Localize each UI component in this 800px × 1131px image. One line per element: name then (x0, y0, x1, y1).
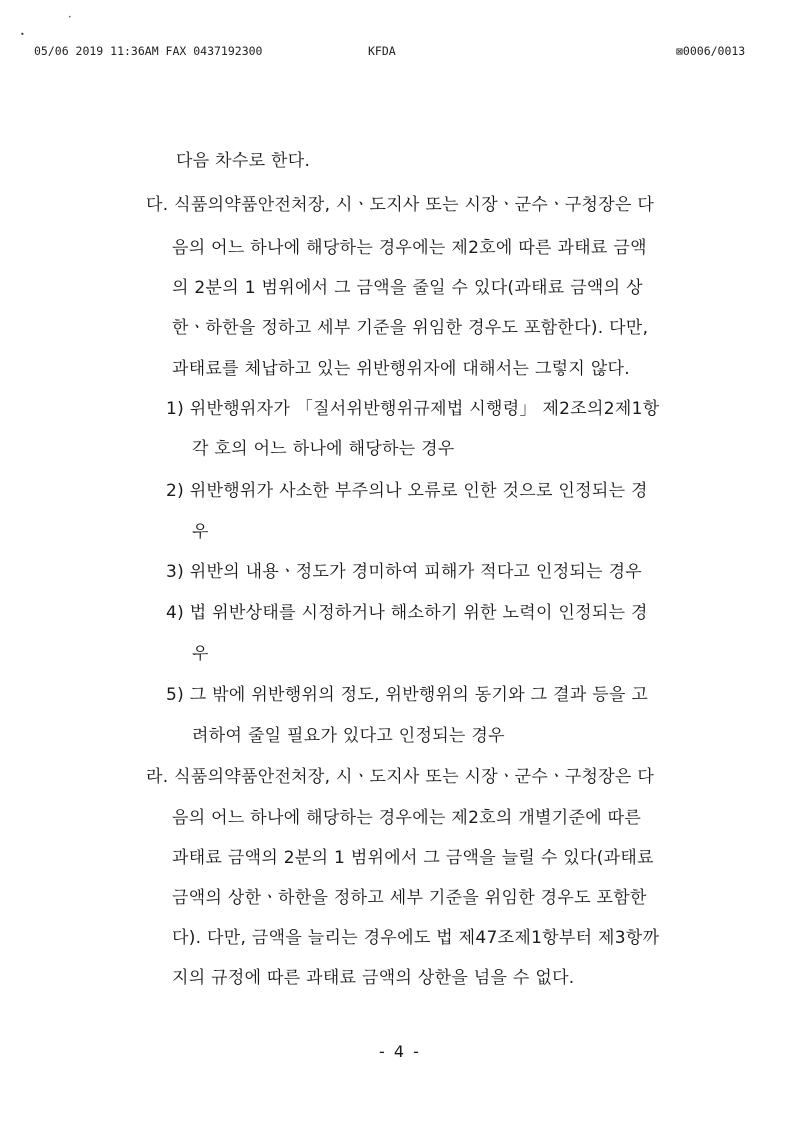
text-line: 지의 규정에 따른 과태료 금액의 상한을 넘을 수 없다. (172, 968, 575, 988)
text-line: 음의 어느 하나에 해당하는 경우에는 제2호에 따른 과태료 금액 (172, 238, 647, 258)
text-line: 다. 식품의약품안전처장, 시ㆍ도지사 또는 시장ㆍ군수ㆍ구청장은 다 (146, 195, 655, 215)
text-line: 3) 위반의 내용ㆍ정도가 경미하여 피해가 적다고 인정되는 경우 (166, 562, 643, 582)
text-line: 려하여 줄일 필요가 있다고 인정되는 경우 (192, 726, 505, 746)
fax-header-sender: KFDA (368, 44, 396, 58)
text-line: 의 2분의 1 범위에서 그 금액을 줄일 수 있다(과태료 금액의 상 (172, 278, 643, 298)
text-line: 5) 그 밖에 위반행위의 정도, 위반행위의 동기와 그 결과 등을 고 (166, 685, 649, 705)
text-line: 다음 차수로 한다. (176, 151, 311, 171)
text-line: 금액의 상한ㆍ하한을 정하고 세부 기준을 위임한 경우도 포함한 (172, 888, 647, 908)
fax-header (0, 44, 800, 64)
text-line: 각 호의 어느 하나에 해당하는 경우 (192, 439, 455, 459)
text-line: 라. 식품의약품안전처장, 시ㆍ도지사 또는 시장ㆍ군수ㆍ구청장은 다 (146, 767, 655, 787)
text-line: 4) 법 위반상태를 시정하거나 해소하기 위한 노력이 인정되는 경 (166, 603, 648, 623)
text-line: 2) 위반행위가 사소한 부주의나 오류로 인한 것으로 인정되는 경 (166, 481, 648, 501)
text-line: 우 (192, 522, 209, 542)
fax-header-page-count: ⊠0006/0013 (676, 44, 746, 58)
text-line: 한ㆍ하한을 정하고 세부 기준을 위임한 경우도 포함한다). 다만, (172, 318, 649, 338)
text-line: 과태료 금액의 2분의 1 범위에서 그 금액을 늘릴 수 있다(과태료 (172, 848, 654, 868)
text-line: 음의 어느 하나에 해당하는 경우에는 제2호의 개별기준에 따른 (172, 808, 642, 828)
scan-mark: • (68, 14, 72, 21)
text-line: 우 (192, 644, 209, 664)
scan-mark: • (20, 30, 25, 39)
fax-header-date-number: 05/06 2019 11:36AM FAX 0437192300 (34, 44, 263, 58)
text-line: 과태료를 체납하고 있는 위반행위자에 대해서는 그렇지 않다. (172, 359, 630, 379)
page-number: - 4 - (379, 1042, 421, 1061)
text-line: 1) 위반행위자가 「질서위반행위규제법 시행령」 제2조의2제1항 (166, 399, 660, 419)
text-line: 다). 다만, 금액을 늘리는 경우에도 법 제47조제1항부터 제3항까 (172, 928, 660, 948)
